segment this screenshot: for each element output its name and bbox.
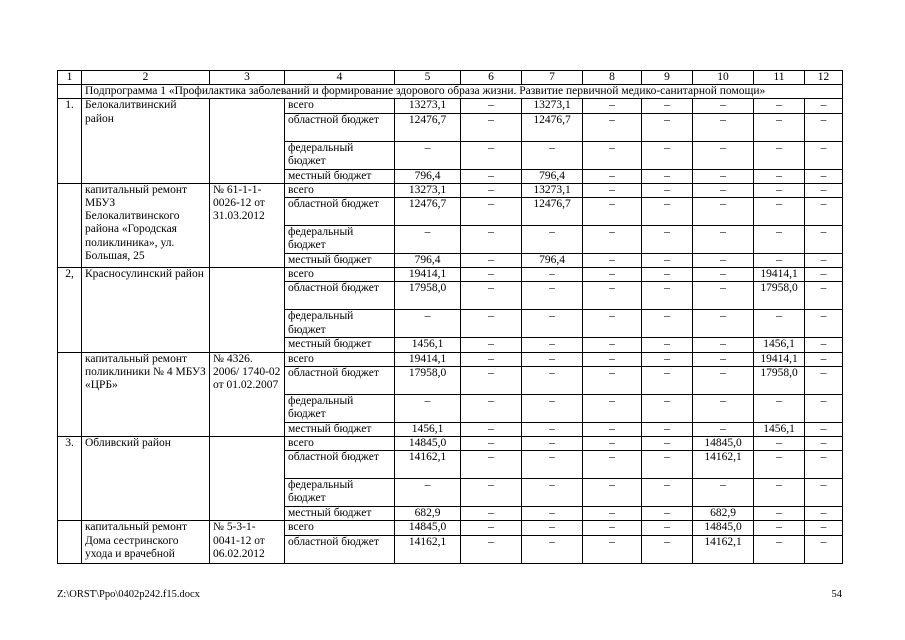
value-cell: – — [461, 268, 522, 282]
value-cell: – — [693, 422, 754, 436]
value-cell: – — [583, 507, 642, 521]
row-number: 2, — [58, 268, 82, 352]
value-cell: – — [693, 169, 754, 183]
value-cell: – — [754, 437, 805, 451]
value-cell: – — [693, 366, 754, 394]
value-cell: – — [522, 437, 583, 451]
value-cell: – — [642, 310, 693, 338]
value-cell: – — [693, 310, 754, 338]
header-cell: 9 — [642, 71, 693, 85]
value-cell: – — [805, 310, 843, 338]
funding-type: всего — [285, 268, 395, 282]
value-cell: 682,9 — [395, 507, 461, 521]
value-cell: – — [805, 99, 843, 113]
funding-type: федеральный бюджет — [285, 226, 395, 254]
value-cell: – — [754, 521, 805, 535]
value-cell: – — [522, 394, 583, 422]
value-cell: – — [642, 268, 693, 282]
header-cell: 5 — [395, 71, 461, 85]
value-cell: – — [522, 521, 583, 535]
value-cell: – — [395, 226, 461, 254]
value-cell: – — [642, 352, 693, 366]
value-cell: – — [642, 113, 693, 141]
value-cell: 1456,1 — [395, 422, 461, 436]
value-cell: – — [583, 394, 642, 422]
value-cell: – — [754, 169, 805, 183]
value-cell: – — [642, 366, 693, 394]
value-cell: 12476,7 — [395, 198, 461, 226]
value-cell: – — [642, 507, 693, 521]
value-cell: – — [754, 394, 805, 422]
value-cell: – — [693, 99, 754, 113]
value-cell: – — [583, 226, 642, 254]
value-cell: – — [583, 521, 642, 535]
value-cell: 796,4 — [522, 254, 583, 268]
value-cell: – — [522, 352, 583, 366]
row-number: 1. — [58, 99, 82, 183]
row-number — [58, 521, 82, 563]
value-cell: – — [461, 479, 522, 507]
footer-page-number: 54 — [831, 589, 842, 600]
value-cell: – — [693, 338, 754, 352]
table-row — [58, 437, 843, 451]
value-cell: – — [642, 338, 693, 352]
value-cell: – — [805, 352, 843, 366]
header-row — [58, 71, 843, 85]
table-row — [58, 352, 843, 366]
value-cell: – — [583, 437, 642, 451]
value-cell: 14845,0 — [395, 521, 461, 535]
funding-type: местный бюджет — [285, 169, 395, 183]
value-cell: – — [583, 282, 642, 310]
value-cell: – — [395, 479, 461, 507]
value-cell: – — [642, 183, 693, 197]
value-cell: – — [642, 141, 693, 169]
row-number — [58, 352, 82, 436]
value-cell: – — [461, 352, 522, 366]
funding-type: областной бюджет — [285, 535, 395, 563]
funding-type: областной бюджет — [285, 198, 395, 226]
row-name: Белокалитвинский район — [82, 99, 210, 183]
value-cell: – — [805, 183, 843, 197]
table-row — [58, 268, 843, 282]
header-cell: 7 — [522, 71, 583, 85]
value-cell: – — [642, 394, 693, 422]
value-cell: – — [693, 254, 754, 268]
value-cell: – — [395, 394, 461, 422]
value-cell: – — [642, 422, 693, 436]
value-cell: – — [461, 99, 522, 113]
value-cell: 14162,1 — [693, 535, 754, 563]
value-cell: – — [583, 310, 642, 338]
value-cell: – — [642, 437, 693, 451]
value-cell: – — [642, 169, 693, 183]
value-cell: – — [693, 141, 754, 169]
value-cell: – — [583, 198, 642, 226]
value-cell: – — [754, 198, 805, 226]
value-cell: 1456,1 — [395, 338, 461, 352]
value-cell: – — [805, 338, 843, 352]
value-cell: – — [642, 282, 693, 310]
value-cell: 13273,1 — [395, 183, 461, 197]
value-cell: 12476,7 — [522, 113, 583, 141]
value-cell: 14845,0 — [693, 437, 754, 451]
row-number — [58, 183, 82, 267]
value-cell: 1456,1 — [754, 422, 805, 436]
value-cell: – — [461, 366, 522, 394]
value-cell: 12476,7 — [522, 198, 583, 226]
funding-type: местный бюджет — [285, 422, 395, 436]
value-cell: – — [754, 226, 805, 254]
value-cell: – — [754, 254, 805, 268]
value-cell: 19414,1 — [395, 352, 461, 366]
header-cell: 1 — [58, 71, 82, 85]
value-cell: – — [522, 141, 583, 169]
value-cell: – — [461, 198, 522, 226]
value-cell: 17958,0 — [395, 366, 461, 394]
header-cell: 4 — [285, 71, 395, 85]
value-cell: 19414,1 — [754, 268, 805, 282]
header-cell: 11 — [754, 71, 805, 85]
value-cell: – — [805, 507, 843, 521]
value-cell: 14162,1 — [395, 535, 461, 563]
value-cell: – — [805, 394, 843, 422]
header-cell: 8 — [583, 71, 642, 85]
value-cell: – — [461, 183, 522, 197]
value-cell: – — [642, 479, 693, 507]
funding-type: федеральный бюджет — [285, 394, 395, 422]
value-cell: – — [805, 113, 843, 141]
value-cell: 13273,1 — [395, 99, 461, 113]
value-cell: – — [522, 479, 583, 507]
value-cell: 14845,0 — [395, 437, 461, 451]
value-cell: – — [522, 282, 583, 310]
value-cell: – — [461, 451, 522, 479]
value-cell: – — [754, 451, 805, 479]
value-cell: – — [583, 422, 642, 436]
value-cell: – — [805, 268, 843, 282]
value-cell: – — [642, 521, 693, 535]
row-document — [210, 437, 285, 521]
funding-type: всего — [285, 99, 395, 113]
value-cell: – — [693, 198, 754, 226]
row-name: Обливский район — [82, 437, 210, 521]
value-cell: – — [522, 366, 583, 394]
value-cell: 1456,1 — [754, 338, 805, 352]
value-cell: – — [583, 141, 642, 169]
header-cell: 2 — [82, 71, 210, 85]
value-cell: – — [693, 183, 754, 197]
value-cell: – — [754, 183, 805, 197]
value-cell: – — [642, 254, 693, 268]
value-cell: – — [805, 198, 843, 226]
row-name: капитальный ремонт МБУЗ Белокалитвинского района «Городская поликлиника», ул. Большая, 25 — [82, 183, 210, 267]
value-cell: 682,9 — [693, 507, 754, 521]
value-cell: – — [805, 437, 843, 451]
subprogram-row — [58, 85, 843, 99]
value-cell: – — [754, 99, 805, 113]
funding-type: всего — [285, 352, 395, 366]
value-cell: – — [583, 268, 642, 282]
value-cell: – — [583, 183, 642, 197]
value-cell: – — [583, 479, 642, 507]
value-cell: – — [642, 535, 693, 563]
value-cell: – — [461, 282, 522, 310]
funding-type: всего — [285, 437, 395, 451]
header-cell: 6 — [461, 71, 522, 85]
funding-type: всего — [285, 521, 395, 535]
row-number: 3. — [58, 437, 82, 521]
value-cell: 796,4 — [522, 169, 583, 183]
value-cell: – — [522, 310, 583, 338]
value-cell: – — [693, 479, 754, 507]
value-cell: – — [461, 113, 522, 141]
value-cell: – — [754, 507, 805, 521]
value-cell: – — [461, 141, 522, 169]
value-cell: – — [522, 226, 583, 254]
value-cell: 14162,1 — [395, 451, 461, 479]
value-cell: – — [583, 113, 642, 141]
value-cell: – — [642, 99, 693, 113]
value-cell: – — [522, 268, 583, 282]
value-cell: – — [805, 226, 843, 254]
value-cell: – — [522, 422, 583, 436]
value-cell: – — [583, 535, 642, 563]
value-cell: – — [461, 338, 522, 352]
value-cell: – — [805, 282, 843, 310]
funding-type: местный бюджет — [285, 254, 395, 268]
value-cell: – — [693, 282, 754, 310]
value-cell: – — [805, 366, 843, 394]
funding-type: всего — [285, 183, 395, 197]
value-cell: – — [583, 338, 642, 352]
header-cell: 10 — [693, 71, 754, 85]
value-cell: 17958,0 — [754, 366, 805, 394]
value-cell: – — [461, 169, 522, 183]
row-document — [210, 99, 285, 183]
row-document: № 5-3-1-0041-12 от 06.02.2012 — [210, 521, 285, 563]
value-cell: – — [754, 113, 805, 141]
subprogram-title: Подпрограмма 1 «Профилактика заболеваний и формирование здорового образа жизни. Развитие первичной медико-санитарной помощи» — [82, 85, 843, 99]
value-cell: – — [805, 422, 843, 436]
value-cell: – — [583, 254, 642, 268]
value-cell: – — [522, 451, 583, 479]
value-cell: – — [395, 310, 461, 338]
value-cell: 17958,0 — [754, 282, 805, 310]
value-cell: – — [642, 226, 693, 254]
value-cell: – — [522, 507, 583, 521]
value-cell: 13273,1 — [522, 183, 583, 197]
value-cell: – — [461, 254, 522, 268]
value-cell: – — [583, 451, 642, 479]
header-cell: 3 — [210, 71, 285, 85]
funding-type: областной бюджет — [285, 451, 395, 479]
funding-type: местный бюджет — [285, 338, 395, 352]
table-row — [58, 521, 843, 535]
funding-type: областной бюджет — [285, 113, 395, 141]
row-document: № 61-1-1-0026-12 от 31.03.2012 — [210, 183, 285, 267]
value-cell: – — [522, 338, 583, 352]
value-cell: – — [754, 141, 805, 169]
table-body — [58, 99, 843, 563]
table-row — [58, 183, 843, 197]
value-cell: – — [642, 198, 693, 226]
value-cell: – — [522, 535, 583, 563]
value-cell: – — [693, 394, 754, 422]
value-cell: – — [461, 310, 522, 338]
value-cell: – — [805, 254, 843, 268]
value-cell: 14162,1 — [693, 451, 754, 479]
footer-file-path: Z:\ORST\Ppo\0402p242.f15.docx — [57, 589, 200, 600]
value-cell: 796,4 — [395, 254, 461, 268]
row-name: Красносулинский район — [82, 268, 210, 352]
value-cell: – — [583, 352, 642, 366]
value-cell: – — [461, 394, 522, 422]
value-cell: – — [583, 99, 642, 113]
funding-type: федеральный бюджет — [285, 310, 395, 338]
table-row — [58, 99, 843, 113]
value-cell: – — [693, 268, 754, 282]
value-cell: 796,4 — [395, 169, 461, 183]
value-cell: – — [461, 437, 522, 451]
value-cell: – — [693, 352, 754, 366]
value-cell: – — [461, 535, 522, 563]
value-cell: 12476,7 — [395, 113, 461, 141]
value-cell: – — [395, 141, 461, 169]
value-cell: – — [583, 169, 642, 183]
value-cell: – — [693, 113, 754, 141]
funding-type: федеральный бюджет — [285, 141, 395, 169]
value-cell: – — [805, 521, 843, 535]
funding-type: местный бюджет — [285, 507, 395, 521]
value-cell: – — [805, 479, 843, 507]
value-cell: – — [461, 507, 522, 521]
row-document — [210, 268, 285, 352]
value-cell: – — [693, 226, 754, 254]
value-cell: 13273,1 — [522, 99, 583, 113]
value-cell: 19414,1 — [754, 352, 805, 366]
row-name: капитальный ремонт Дома сестринского ухода и врачебной — [82, 521, 210, 563]
value-cell: – — [805, 451, 843, 479]
row-name: капитальный ремонт поликлиники № 4 МБУЗ «ЦРБ» — [82, 352, 210, 436]
value-cell: – — [583, 366, 642, 394]
value-cell: – — [805, 141, 843, 169]
value-cell: – — [754, 310, 805, 338]
value-cell: – — [642, 451, 693, 479]
value-cell: – — [805, 169, 843, 183]
value-cell: 17958,0 — [395, 282, 461, 310]
row-document: № 4326. 2006/ 1740-02 от 01.02.2007 — [210, 352, 285, 436]
value-cell: – — [805, 535, 843, 563]
value-cell: – — [754, 479, 805, 507]
value-cell: – — [461, 521, 522, 535]
funding-type: областной бюджет — [285, 282, 395, 310]
value-cell: 14845,0 — [693, 521, 754, 535]
value-cell: – — [754, 535, 805, 563]
funding-type: областной бюджет — [285, 366, 395, 394]
budget-table — [57, 70, 843, 564]
value-cell: 19414,1 — [395, 268, 461, 282]
funding-type: федеральный бюджет — [285, 479, 395, 507]
value-cell: – — [461, 226, 522, 254]
header-cell: 12 — [805, 71, 843, 85]
value-cell: – — [461, 422, 522, 436]
